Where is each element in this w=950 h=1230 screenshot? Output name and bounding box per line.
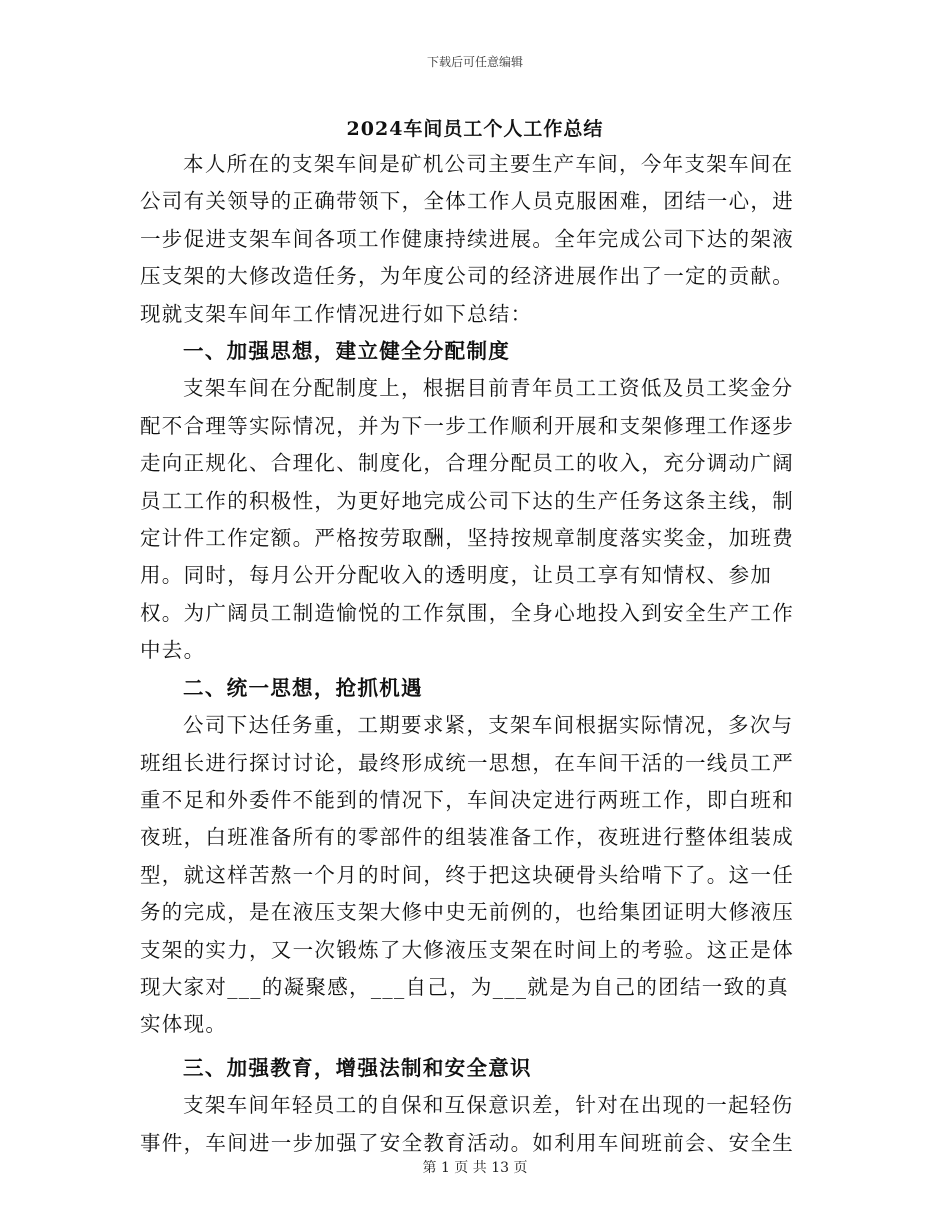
section-heading-3: 三、加强教育，增强法制和安全意识 (183, 1055, 532, 1080)
section-heading-2: 二、统一思想，抢抓机遇 (183, 675, 423, 700)
document-body (140, 146, 800, 1162)
intro-paragraph: 本人所在的支架车间是矿机公司主要生产车间，今年支架车间在公司有关领导的正确带领下，全体工作人员克服困难，团结一心，进一步促进支架车间各项工作健康持续进展。全年完成公司下达的架液压支架的大修改造任务，为年度公司的经济进展作出了一定的贡献。现就支架车间年工作情况进行如下总结： (140, 152, 794, 326)
page-header: 下载后可任意编辑 (426, 55, 523, 69)
section-paragraph-3: 支架车间年轻员工的自保和互保意识差，针对在出现的一起轻伤事件，车间进一步加强了安全教育活动。如利用车间班前会、安全生 (140, 1093, 794, 1155)
section-paragraph-2: 公司下达任务重，工期要求紧，支架车间根据实际情况，多次与班组长进行探讨讨论，最终形成统一思想，在车间干活的一线员工严重不足和外委件不能到的情况下，车间决定进行两班工作，即白班和夜班，白班准备所有的零部件的组装准备工作，夜班进行整体组装成型，就这样苦熬一个月的时间，终于把这块硬骨头给啃下了。这一任务的完成，是在液压支架大修中史无前例的，也给集团证明大修液压支架的实力，又一次锻炼了大修液压支架在时间上的考验。这正是体现大家对___的凝聚感，___自己，为___就是为自己的团结一致的真实体现。 (140, 713, 794, 1037)
section-heading-1: 一、加强思想，建立健全分配制度 (183, 339, 511, 364)
section-paragraph-1: 支架车间在分配制度上，根据目前青年员工工资低及员工奖金分配不合理等实际情况，并为下一步工作顺利开展和支架修理工作逐步走向正规化、合理化、制度化，合理分配员工的收入，充分调动广阔员工工作的积极性，为更好地完成公司下达的生产任务这条主线，制定计件工作定额。严格按劳取酬，坚持按规章制度落实奖金，加班费用。同时，每月公开分配收入的透明度，让员工享有知情权、参加权。为广阔员工制造愉悦的工作氛围，全身心地投入到安全生产工作中去。 (140, 376, 794, 663)
document-title: 2024车间员工个人工作总结 (346, 118, 604, 140)
page-footer: 第 1 页 共 13 页 (422, 1160, 528, 1176)
